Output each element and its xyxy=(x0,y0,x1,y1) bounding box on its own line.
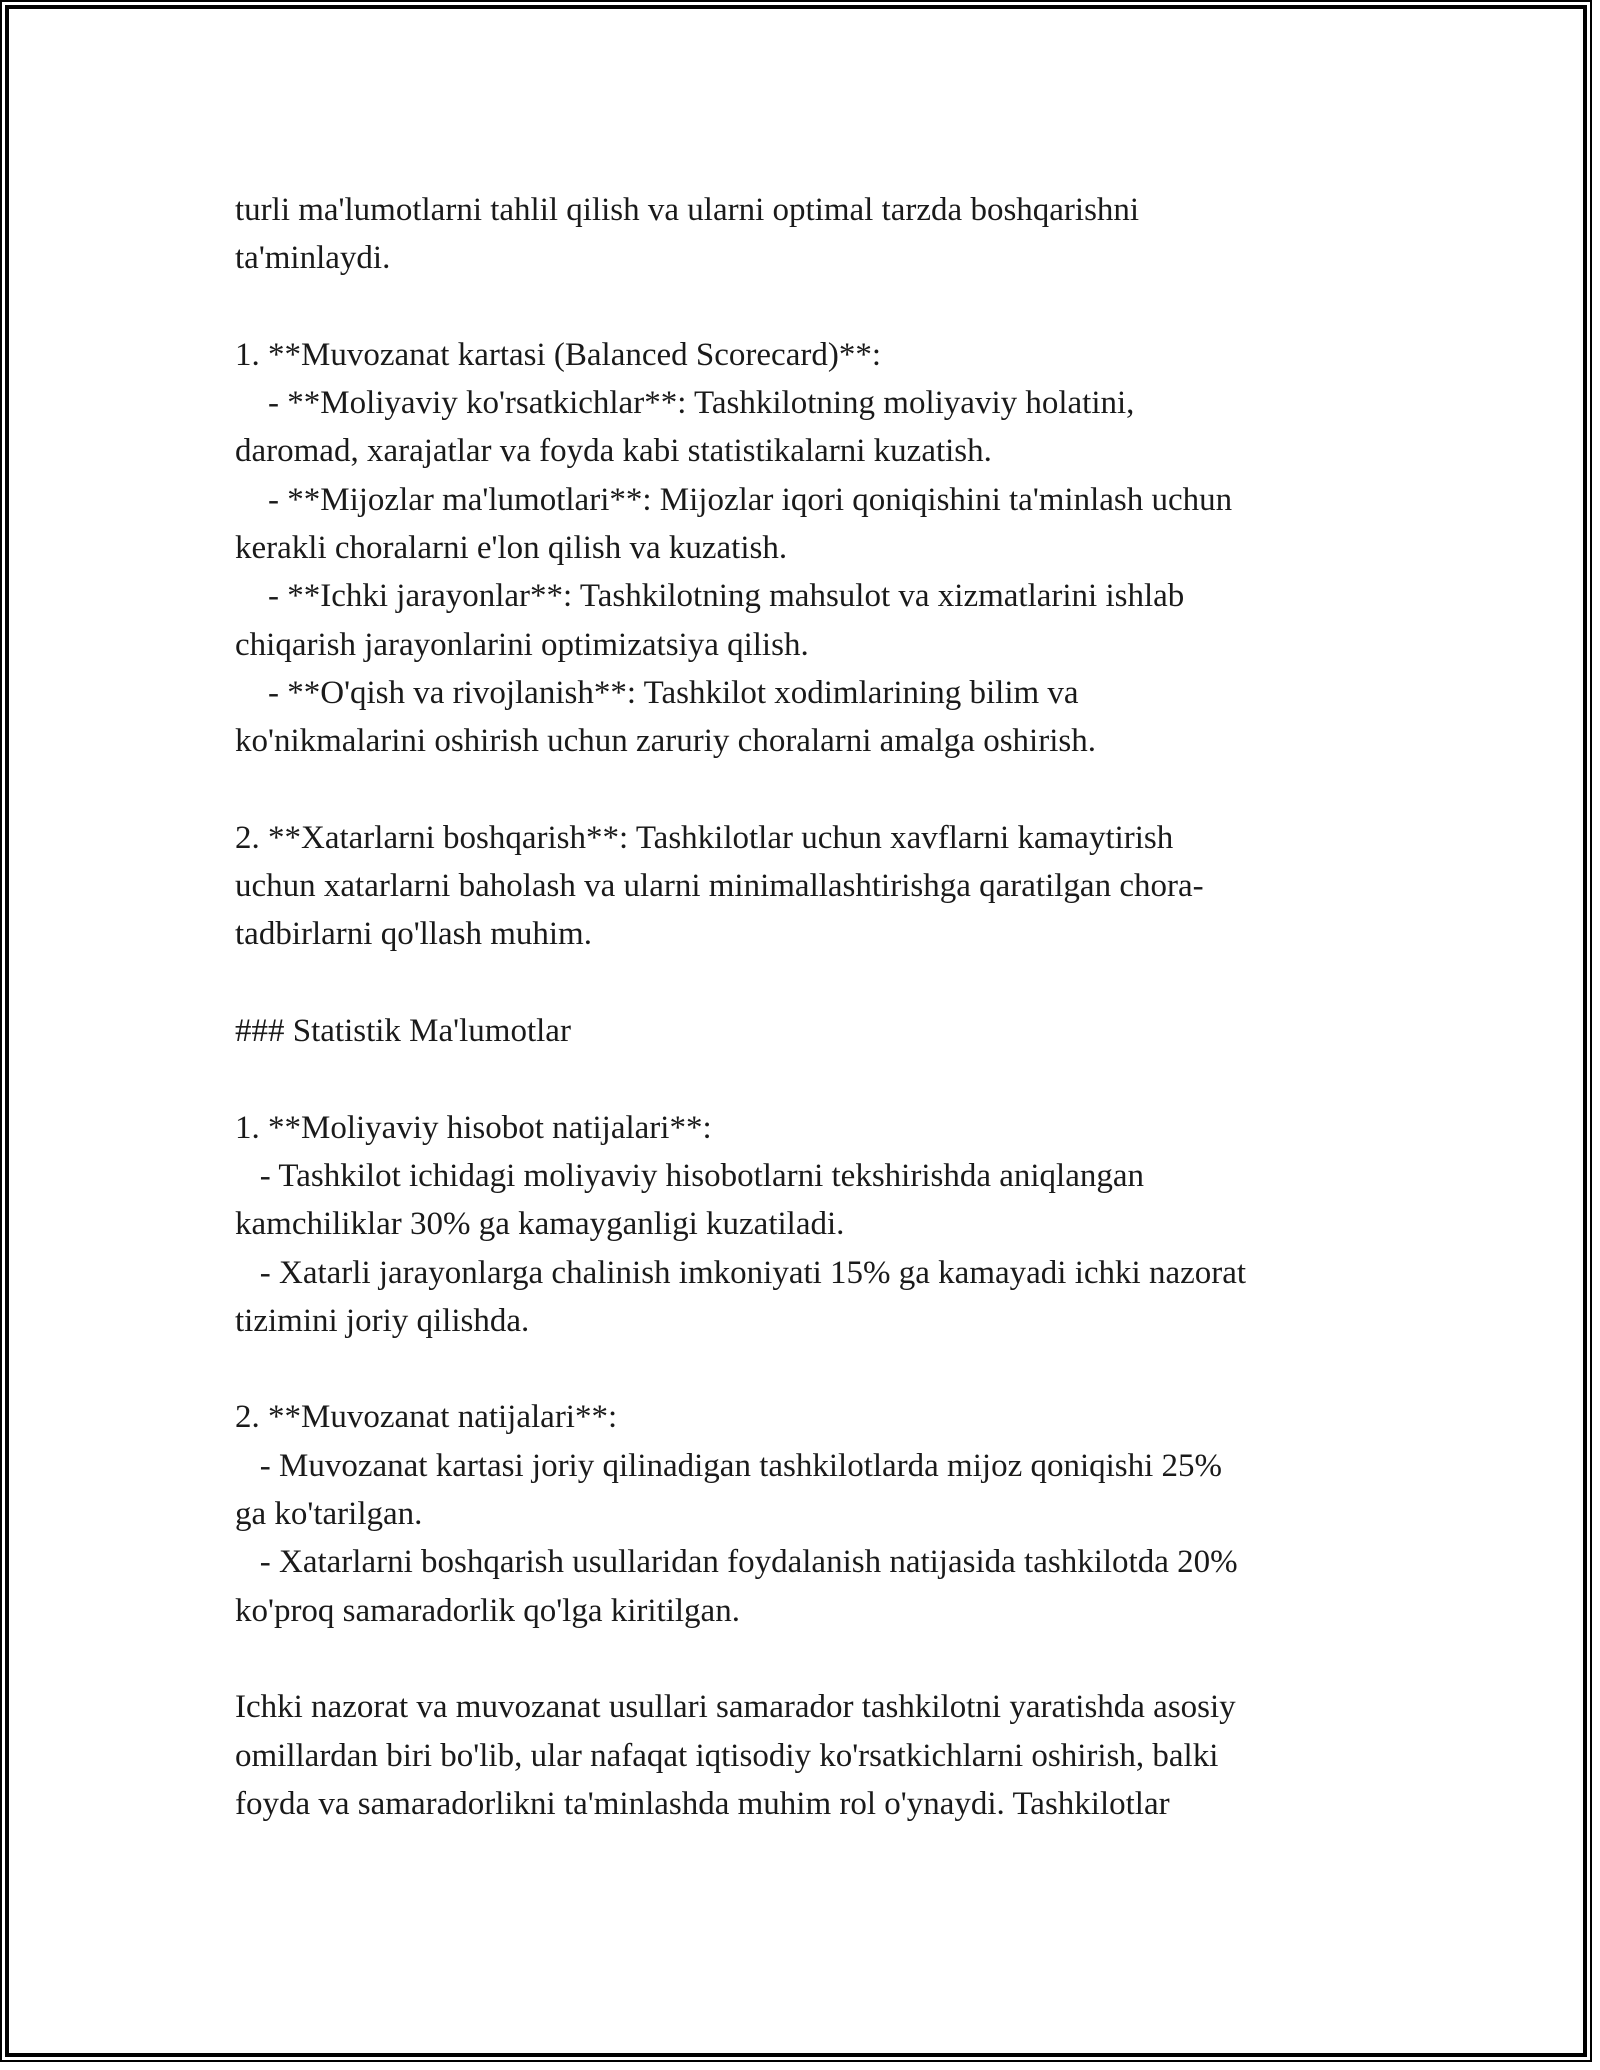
text-line: 2. **Xatarlarni boshqarish**: Tashkilotlar uchun xavflarni kamaytirish xyxy=(235,819,1174,856)
text-line: uchun xatarlarni baholash va ularni minimallashtirishga qaratilgan chora- xyxy=(235,868,1204,905)
text-line: tizimini joriy qilishda. xyxy=(235,1302,530,1339)
text-line: ta'minlaydi. xyxy=(235,240,391,277)
blank-line xyxy=(235,283,1385,331)
text-line: ga ko'tarilgan. xyxy=(235,1496,423,1533)
text-line: kamchiliklar 30% ga kamayganligi kuzatiladi. xyxy=(235,1206,845,1243)
text-line: - **O'qish va rivojlanish**: Tashkilot xodimlarining bilim va xyxy=(235,674,1079,711)
text-line: ko'nikmalarini oshirish uchun zaruriy choralarni amalga oshirish. xyxy=(235,723,1096,760)
text-line: ### Statistik Ma'lumotlar xyxy=(235,1013,571,1050)
text-line: - **Mijozlar ma'lumotlari**: Mijozlar iqori qoniqishini ta'minlash uchun xyxy=(235,481,1233,518)
text-line: chiqarish jarayonlarini optimizatsiya qilish. xyxy=(235,626,809,663)
blank-line xyxy=(235,766,1385,814)
text-line: ko'proq samaradorlik qo'lga kiritilgan. xyxy=(235,1592,740,1629)
text-line: Ichki nazorat va muvozanat usullari samarador tashkilotni yaratishda asosiy xyxy=(235,1689,1236,1726)
text-line: - Muvozanat kartasi joriy qilinadigan tashkilotlarda mijoz qoniqishi 25% xyxy=(235,1447,1223,1484)
text-line: foyda va samaradorlikni ta'minlashda muhim rol o'ynaydi. Tashkilotlar xyxy=(235,1785,1170,1822)
text-line: turli ma'lumotlarni tahlil qilish va ularni optimal tarzda boshqarishni xyxy=(235,192,1140,228)
document-body xyxy=(235,186,1385,1828)
text-line: - **Ichki jarayonlar**: Tashkilotning mahsulot va xizmatlarini ishlab xyxy=(235,578,1185,615)
text-line: tadbirlarni qo'llash muhim. xyxy=(235,916,592,953)
text-line: - Xatarlarni boshqarish usullaridan foydalanish natijasida tashkilotda 20% xyxy=(235,1544,1238,1581)
text-line: 1. **Muvozanat kartasi (Balanced Scorecard)**: xyxy=(235,336,881,373)
text-line: omillardan biri bo'lib, ular nafaqat iqtisodiy ko'rsatkichlarni oshirish, balki xyxy=(235,1737,1219,1774)
text-line: 2. **Muvozanat natijalari**: xyxy=(235,1399,618,1436)
blank-line xyxy=(235,1055,1385,1103)
text-line: - Xatarli jarayonlarga chalinish imkoniyati 15% ga kamayadi ichki nazorat xyxy=(235,1254,1247,1291)
text-line: kerakli choralarni e'lon qilish va kuzatish. xyxy=(235,530,788,567)
blank-line xyxy=(235,1635,1385,1683)
text-line: - **Moliyaviy ko'rsatkichlar**: Tashkilotning moliyaviy holatini, xyxy=(235,385,1135,422)
text-line: daromad, xarajatlar va foyda kabi statistikalarni kuzatish. xyxy=(235,433,992,470)
text-line: 1. **Moliyaviy hisobot natijalari**: xyxy=(235,1109,712,1146)
blank-line xyxy=(235,1345,1385,1393)
text-line: - Tashkilot ichidagi moliyaviy hisobotlarni tekshirishda aniqlangan xyxy=(235,1157,1145,1194)
blank-line xyxy=(235,959,1385,1007)
